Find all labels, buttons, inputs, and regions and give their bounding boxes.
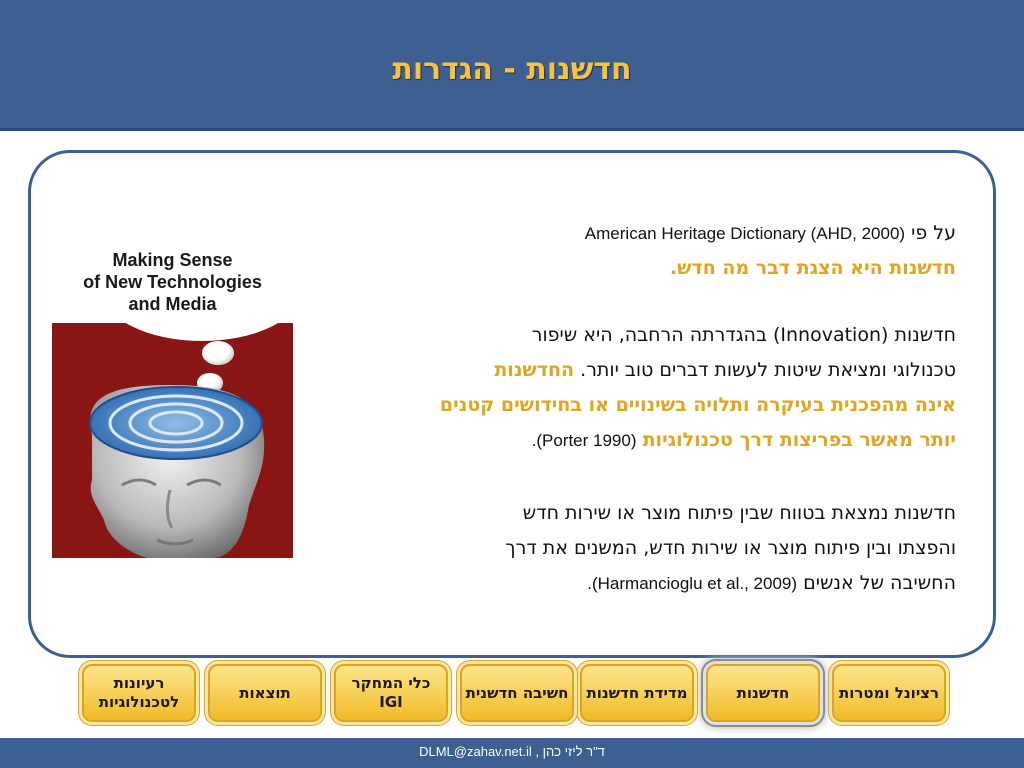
harmancioglu-line-3 [308, 566, 956, 601]
nav-technology-ideas-button[interactable]: רעיונות לטכנולוגיות [82, 664, 196, 722]
harmancioglu-line-2: והפצתו ובין פיתוח מוצר או שירות חדש, המשנים את דרך [505, 537, 956, 559]
harmancioglu-line-1: חדשנות נמצאת בטווח שבין פיתוח מוצר או שירות חדש [522, 502, 956, 524]
ahd-prefix: על פי [911, 222, 956, 244]
nav-results-button[interactable]: תוצאות [208, 664, 322, 722]
research-tools-igi-label: IGI [379, 693, 403, 711]
porter-citation: (Porter 1990). [531, 431, 637, 450]
book-title-line-1: Making Sense [112, 250, 233, 270]
porter-line-2-text: טכנולוגי ומציאת שיטות לעשות דברים טוב יותר. [580, 359, 956, 381]
nav-research-tools-button[interactable] [334, 664, 448, 722]
ahd-source-line [308, 216, 956, 251]
nav-innovation-button[interactable]: חדשנות [706, 664, 820, 722]
definition-ahd [308, 216, 956, 286]
porter-line-1: חדשנות (Innovation) בהגדרתה הרחבה, היא שיפור [531, 324, 956, 346]
footer-credit: ד"ר ליזי כהן , DLML@zahav.net.il [419, 744, 605, 759]
nav-rationale-button[interactable]: רציונל ומטרות [832, 664, 946, 722]
nav-innovative-thinking-button[interactable]: חשיבה חדשנית [460, 664, 574, 722]
porter-highlight-start: החדשנות [494, 359, 575, 381]
slide-title: חדשנות - הגדרות [392, 52, 632, 87]
porter-highlight-end: יותר מאשר בפריצות דרך טכנולוגיות [642, 429, 956, 451]
head-maze-icon [52, 235, 293, 558]
harmancioglu-citation: (Harmancioglu et al., 2009). [587, 574, 798, 593]
research-tools-label: כלי המחקר [351, 674, 431, 692]
book-title-line-3: and Media [128, 294, 217, 314]
harmancioglu-text: החשיבה של אנשים [803, 572, 956, 594]
porter-line-3: אינה מהפכנית בעיקרה ותלויה בשינויים או בחידושים קטנים [439, 394, 956, 416]
book-title-line-2: of New Technologies [83, 272, 262, 292]
header-divider [0, 128, 1024, 131]
porter-line-2 [308, 353, 956, 388]
ahd-definition: חדשנות היא הצגת דבר מה חדש. [669, 257, 956, 279]
nav-innovation-measurement-button[interactable]: מדידת חדשנות [580, 664, 694, 722]
book-cover-image [52, 235, 293, 558]
porter-line-4 [308, 423, 956, 458]
definition-porter [308, 318, 956, 458]
ahd-citation: American Heritage Dictionary (AHD, 2000) [584, 224, 906, 243]
definition-harmancioglu [308, 496, 956, 601]
